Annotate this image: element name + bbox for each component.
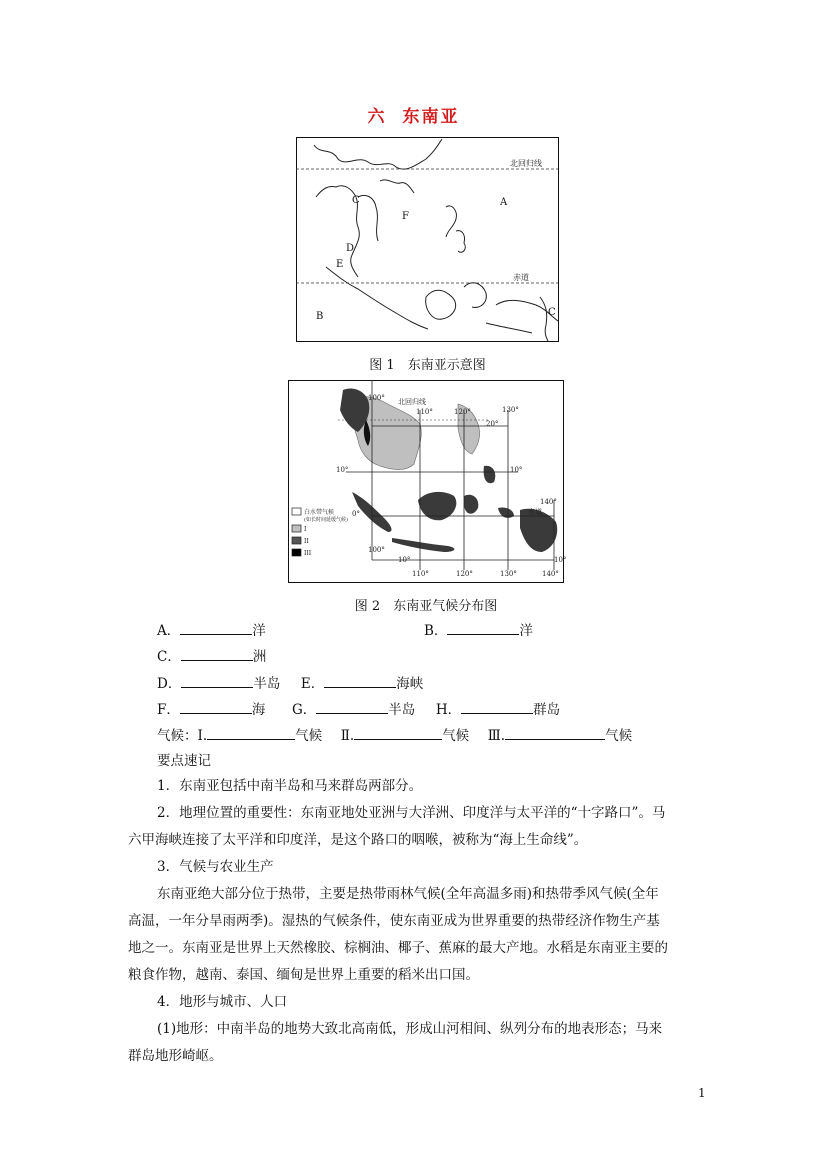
blank-climate-iii-line[interactable] bbox=[505, 725, 605, 740]
section-title: 要点速记 bbox=[157, 753, 211, 769]
fig2-lat10-left: 10° bbox=[336, 466, 349, 474]
fig2-lon140-bottom: 140° bbox=[542, 570, 559, 578]
fig1-label-C-right: C bbox=[548, 307, 556, 318]
legend-item-2: II bbox=[304, 538, 309, 545]
fig2-lat0: 0° bbox=[352, 510, 360, 518]
point-1: 1．东南亚包括中南半岛和马来群岛两部分。 bbox=[157, 778, 423, 794]
point-3-line4: 粮食作物，越南、泰国、缅甸是世界上重要的稻米出口国。 bbox=[128, 967, 479, 983]
blank-C-line[interactable] bbox=[181, 646, 253, 661]
page-number: 1 bbox=[698, 1086, 706, 1100]
blank-A-line[interactable] bbox=[180, 620, 252, 635]
legend-note: (如长时间延缓气候) bbox=[304, 517, 348, 523]
point-4-line1: (1)地形：中南半岛的地势大致北高南低，形成山河相间、纵列分布的地表形态；马来 bbox=[157, 1021, 663, 1037]
fig2-lat10-bottom-right: 10° bbox=[554, 556, 567, 564]
fig1-label-A: A bbox=[500, 197, 508, 208]
fig1-tropic-label: 北回归线 bbox=[510, 159, 542, 168]
figure2-map bbox=[288, 380, 567, 583]
figure2-caption: 图 2 东南亚气候分布图 bbox=[354, 599, 498, 614]
chapter-number: 六 bbox=[367, 107, 387, 127]
blank-E-line[interactable] bbox=[324, 673, 396, 688]
fig2-tropic-label: 北回归线 bbox=[398, 398, 426, 406]
chapter-name: 东南亚 bbox=[402, 107, 460, 127]
point-2-line2: 六甲海峡连接了太平洋和印度洋，是这个路口的咽喉，被称为“海上生命线”。 bbox=[128, 832, 588, 848]
blank-F-G-H: F． 海 G． 半岛 H． 群岛 bbox=[157, 699, 560, 720]
fig1-label-E: E bbox=[336, 259, 344, 270]
blank-B: B． 洋 bbox=[424, 620, 533, 641]
fig2-equator-label: 赤道 bbox=[528, 508, 542, 516]
blank-climate-ii-line[interactable] bbox=[354, 725, 442, 740]
fig2-lon110-top: 110° bbox=[416, 408, 433, 416]
fig1-label-B: B bbox=[316, 311, 324, 322]
point-3-line1: 东南亚绝大部分位于热带，主要是热带雨林气候(全年高温多雨)和热带季风气候(全年 bbox=[157, 886, 659, 902]
point-4-line2: 群岛地形崎岖。 bbox=[128, 1048, 223, 1064]
blank-B-line[interactable] bbox=[447, 620, 519, 635]
legend-item-0: 白水带气候 bbox=[304, 509, 335, 516]
fig2-lat20: 20° bbox=[486, 420, 499, 428]
blank-C: C． 洲 bbox=[157, 646, 266, 667]
figure1-map bbox=[296, 137, 559, 342]
fig2-lat10-bottom: 10° bbox=[398, 556, 411, 564]
point-3-line3: 地之一。东南亚是世界上天然橡胶、棕榈油、椰子、蕉麻的最大产地。水稻是东南亚主要的 bbox=[128, 940, 668, 956]
fig1-label-F: F bbox=[402, 211, 409, 222]
fig2-lat10-right: 10° bbox=[510, 466, 523, 474]
point-3-line2: 高温，一年分旱雨两季)。湿热的气候条件，使东南亚成为世界重要的热带经济作物生产基 bbox=[128, 913, 660, 929]
point-4-title: 4．地形与城市、人口 bbox=[157, 994, 288, 1010]
figure1-caption: 图 1 东南亚示意图 bbox=[369, 358, 486, 373]
fig2-lon130-bottom: 130° bbox=[500, 570, 517, 578]
blank-climate-i-line[interactable] bbox=[207, 725, 295, 740]
blank-A: A． 洋 bbox=[157, 620, 266, 641]
blank-G-line[interactable] bbox=[316, 699, 388, 714]
page-title bbox=[0, 102, 827, 127]
point-2-line1: 2．地理位置的重要性：东南亚地处亚洲与大洋洲、印度洋与太平洋的“十字路口”。马 bbox=[157, 805, 666, 821]
fig2-lon120-bottom: 120° bbox=[456, 570, 473, 578]
fig2-lon100-top: 100° bbox=[368, 394, 385, 402]
fig2-lon110-bottom: 110° bbox=[412, 570, 429, 578]
fig1-label-C: C bbox=[352, 195, 360, 206]
blank-D-E: D． 半岛 E． 海峡 bbox=[157, 673, 423, 694]
blank-climate: 气候：Ⅰ. 气候 Ⅱ. 气候 Ⅲ. 气候 bbox=[157, 725, 632, 746]
fig2-lon100-bottom: 100° bbox=[368, 546, 385, 554]
legend-item-3: III bbox=[304, 550, 312, 557]
fig1-label-D: D bbox=[346, 243, 355, 254]
blank-F-line[interactable] bbox=[180, 699, 252, 714]
fig2-lon130-top: 130° bbox=[502, 406, 519, 414]
blank-D-line[interactable] bbox=[181, 673, 253, 688]
legend-item-1: I bbox=[304, 526, 307, 533]
fig1-equator-label: 赤道 bbox=[513, 273, 529, 282]
fig2-lon120-top: 120° bbox=[454, 408, 471, 416]
fig2-lon140-right: 140° bbox=[540, 498, 557, 506]
point-3-title: 3．气候与农业生产 bbox=[157, 859, 274, 875]
blank-H-line[interactable] bbox=[461, 699, 533, 714]
